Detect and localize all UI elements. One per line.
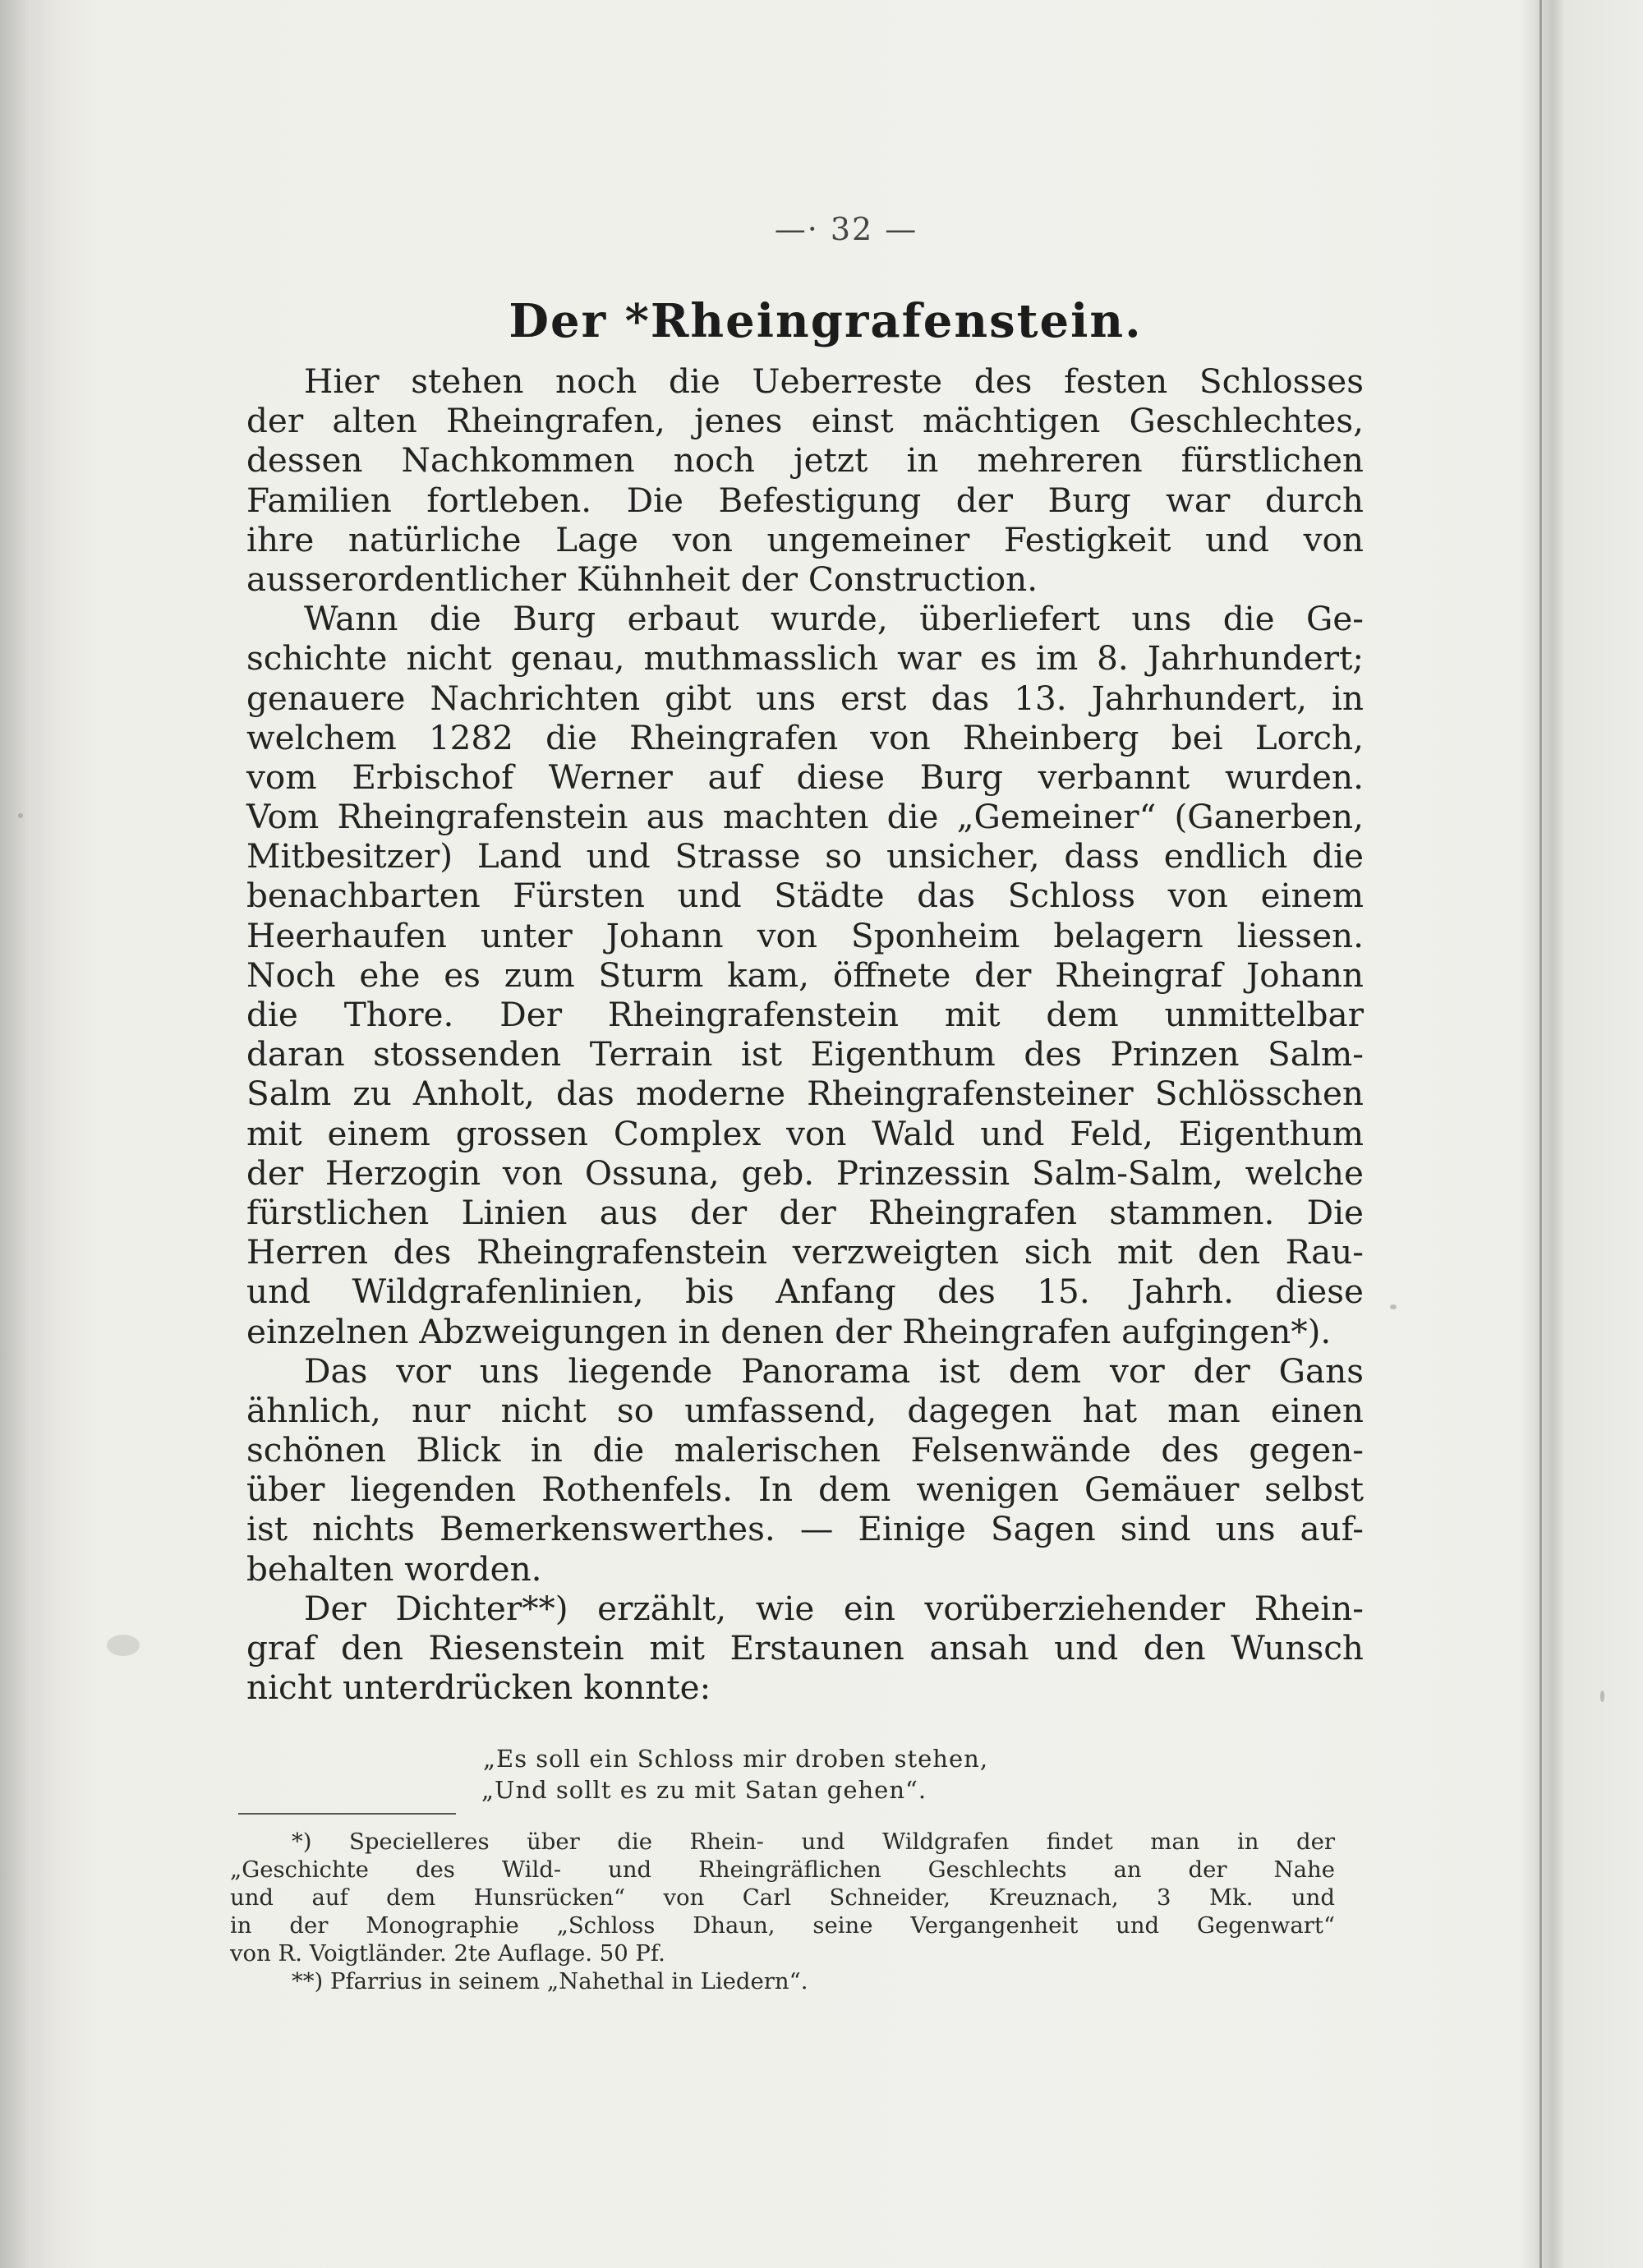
footnote-line: „Geschichte des Wild- und Rheingräflichen Geschlechts an der Nahe <box>230 1856 1335 1883</box>
page-number <box>0 211 1643 247</box>
text-line: benachbarten Fürsten und Städte das Schloss von einem <box>246 876 1364 916</box>
page-title <box>0 294 1643 348</box>
verse-quote <box>0 1743 1643 1806</box>
text-line: Wann die Burg erbaut wurde, überliefert uns die Ge- <box>304 599 1364 639</box>
footnote-line: *) Specielleres über die Rhein- und Wildgrafen findet man in der <box>292 1829 1335 1855</box>
text-line: vom Erbischof Werner auf diese Burg verbannt wurden. <box>246 757 1364 797</box>
text-line: welchem 1282 die Rheingrafen von Rheinberg bei Lorch, <box>246 717 1364 757</box>
page-number-text: —· 32 — <box>774 211 918 247</box>
text-line: fürstlichen Linien aus der der Rheingrafen stammen. Die <box>246 1192 1364 1232</box>
text-line: Salm zu Anholt, das moderne Rheingrafensteiner Schlösschen <box>246 1074 1364 1114</box>
text-line: behalten worden. <box>246 1548 542 1589</box>
verse-line: „Es soll ein Schloss mir droben stehen, <box>483 1745 989 1773</box>
footnote-line: **) Pfarrius in seinem „Nahethal in Liedern“. <box>292 1968 808 1994</box>
text-line: einzelnen Abzweigungen in denen der Rheingrafen aufgingen*). <box>246 1311 1332 1351</box>
text-line: Herren des Rheingrafenstein verzweigten sich mit den Rau- <box>246 1232 1364 1272</box>
footnote-line: von R. Voigtländer. 2te Auflage. 50 Pf. <box>230 1940 665 1967</box>
body-text <box>246 361 1364 1707</box>
text-line: ist nichts Bemerkenswerthes. — Einige Sagen sind uns auf- <box>246 1509 1364 1549</box>
text-line: die Thore. Der Rheingrafenstein mit dem unmittelbar <box>246 995 1364 1034</box>
paper-speck <box>107 1635 140 1656</box>
text-line: mit einem grossen Complex von Wald und Feld, Eigenthum <box>246 1113 1364 1153</box>
text-line: Der Dichter**) erzählt, wie ein vorüberziehender Rhein- <box>304 1588 1364 1628</box>
footnotes <box>230 1828 1335 1995</box>
text-line: schichte nicht genau, muthmasslich war es im 8. Jahrhundert; <box>246 638 1364 679</box>
footnote-line: in der Monographie „Schloss Dhaun, seine Vergangenheit und Gegenwart“ <box>230 1912 1335 1939</box>
text-line: graf den Riesenstein mit Erstaunen ansah und den Wunsch <box>246 1628 1364 1668</box>
footnote-line: und auf dem Hunsrücken“ von Carl Schneider, Kreuznach, 3 Mk. und <box>230 1884 1335 1911</box>
text-line: Heerhaufen unter Johann von Sponheim belagern liessen. <box>246 915 1364 955</box>
text-line: und Wildgrafenlinien, bis Anfang des 15. Jahrh. diese <box>246 1272 1364 1312</box>
footnote-divider <box>238 1813 456 1815</box>
text-line: Familien fortleben. Die Befestigung der Burg war durch <box>246 480 1364 520</box>
page-title-text: Der *Rheingrafenstein. <box>509 294 1143 348</box>
text-line: ausserordentlicher Kühnheit der Construction. <box>246 559 1038 599</box>
text-line: Noch ehe es zum Sturm kam, öffnete der Rheingraf Johann <box>246 955 1364 995</box>
text-line: dessen Nachkommen noch jetzt in mehreren fürstlichen <box>246 440 1364 481</box>
text-line: Das vor uns liegende Panorama ist dem vor der Gans <box>304 1350 1364 1391</box>
verse-line: „Und sollt es zu mit Satan gehen“. <box>481 1776 927 1804</box>
text-line: der alten Rheingrafen, jenes einst mächtigen Geschlechtes, <box>246 401 1364 441</box>
paper-speck <box>18 813 23 818</box>
paper-speck <box>1600 1691 1604 1702</box>
text-line: Mitbesitzer) Land und Strasse so unsicher, dass endlich die <box>246 836 1364 876</box>
text-line: daran stossenden Terrain ist Eigenthum des Prinzen Salm- <box>246 1034 1364 1074</box>
text-line: genauere Nachrichten gibt uns erst das 13. Jahrhundert, in <box>246 678 1364 718</box>
text-line: nicht unterdrücken konnte: <box>246 1668 711 1708</box>
text-line: über liegenden Rothenfels. In dem wenigen Gemäuer selbst <box>246 1470 1364 1510</box>
text-line: ähnlich, nur nicht so umfassend, dagegen hat man einen <box>246 1390 1364 1430</box>
text-line: der Herzogin von Ossuna, geb. Prinzessin Salm-Salm, welche <box>246 1152 1364 1193</box>
text-line: ihre natürliche Lage von ungemeiner Festigkeit und von <box>246 519 1364 559</box>
text-line: Hier stehen noch die Ueberreste des festen Schlosses <box>304 361 1364 401</box>
text-line: schönen Blick in die malerischen Felsenwände des gegen- <box>246 1430 1364 1470</box>
paper-speck <box>1390 1304 1397 1309</box>
text-line: Vom Rheingrafenstein aus machten die „Gemeiner“ (Ganerben, <box>246 797 1364 837</box>
